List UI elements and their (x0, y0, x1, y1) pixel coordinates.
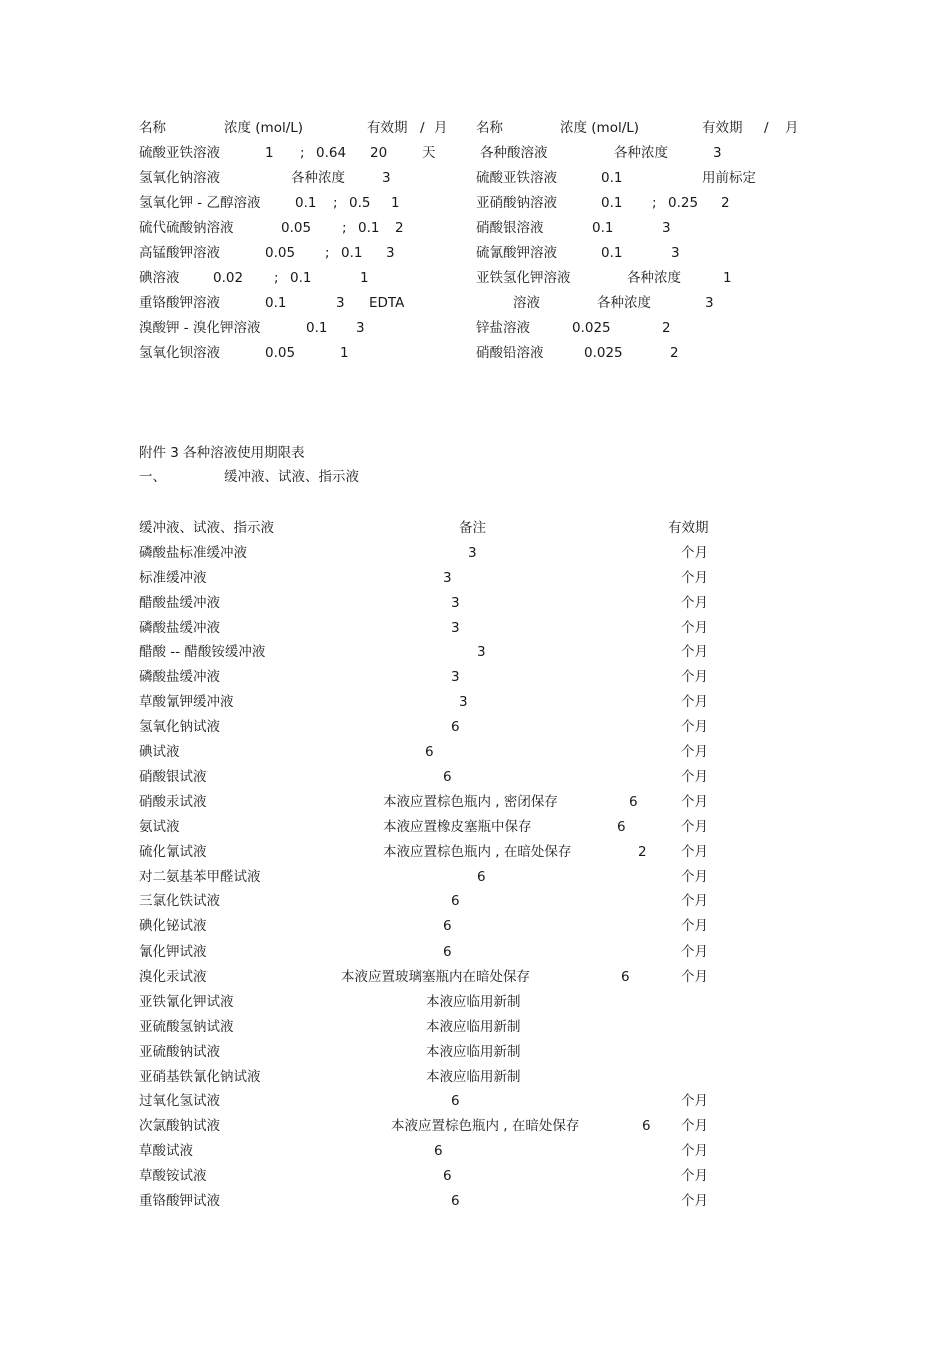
table2-header-validity: 有效期 (668, 520, 709, 536)
table2-row-num: 6 (425, 744, 434, 760)
left-row-name: 氢氧化钾 - 乙醇溶液 (139, 195, 261, 211)
right-row-value: 3 (671, 245, 680, 261)
left-header-conc: 浓度 (mol/L) (224, 120, 304, 136)
table2-row-unit: 个月 (681, 669, 708, 685)
left-row-value: 0.1 (290, 270, 312, 286)
left-row-value: 1 (360, 270, 369, 286)
table2-row-num: 6 (642, 1118, 651, 1134)
right-row-value: 3 (713, 145, 722, 161)
table2-row-name: 草酸氰钾缓冲液 (139, 694, 234, 710)
table2-row-unit: 个月 (681, 844, 708, 860)
left-row-value: 0.02 (213, 270, 244, 286)
left-row-value: 2 (395, 220, 404, 236)
left-row-name: 氢氧化钠溶液 (139, 170, 220, 186)
table2-row-num: 2 (638, 844, 647, 860)
table2-row-name: 亚硫酸氢钠试液 (139, 1019, 234, 1035)
table2-row-name: 氰化钾试液 (139, 944, 207, 960)
table2-row-unit: 个月 (681, 545, 708, 561)
left-row-name: 氢氧化钡溶液 (139, 345, 220, 361)
table2-row-num: 3 (451, 620, 460, 636)
left-row-value: ; (342, 220, 347, 236)
left-row-value: 3 (382, 170, 391, 186)
right-row-name: 溶液 (513, 295, 540, 311)
right-row-name: 硫酸亚铁溶液 (476, 170, 557, 186)
table2-row-name: 亚硫酸钠试液 (139, 1044, 220, 1060)
table2-row-num: 6 (443, 944, 452, 960)
table2-row-name: 草酸试液 (139, 1143, 193, 1159)
table2-row-num: 3 (459, 694, 468, 710)
table2-row-name: 磷酸盐缓冲液 (139, 620, 220, 636)
right-row-value: 各种浓度 (627, 270, 681, 286)
right-row-name: 硝酸银溶液 (476, 220, 544, 236)
left-row-value: EDTA (369, 295, 405, 311)
table2-row-name: 硝酸汞试液 (139, 794, 207, 810)
table2-row-name: 三氯化铁试液 (139, 893, 220, 909)
table2-row-name: 过氧化氢试液 (139, 1093, 220, 1109)
right-row-value: ; (652, 195, 657, 211)
left-row-value: 0.05 (265, 245, 296, 261)
right-row-name: 亚硝酸钠溶液 (476, 195, 557, 211)
left-row-value: 各种浓度 (291, 170, 345, 186)
left-row-value: 0.1 (295, 195, 317, 211)
left-header-name: 名称 (139, 120, 166, 136)
table2-row-unit: 个月 (681, 969, 708, 985)
subsection-number: 一、 (139, 469, 166, 485)
table2-row-num: 3 (477, 644, 486, 660)
table2-row-note: 本液应临用新制 (426, 994, 521, 1010)
left-row-value: 0.1 (341, 245, 363, 261)
table2-row-unit: 个月 (681, 570, 708, 586)
right-row-name: 锌盐溶液 (476, 320, 530, 336)
table2-row-note: 本液应置橡皮塞瓶中保存 (383, 819, 532, 835)
table2-row-unit: 个月 (681, 869, 708, 885)
table2-row-num: 6 (617, 819, 626, 835)
table2-row-unit: 个月 (681, 918, 708, 934)
left-row-value: 0.64 (316, 145, 347, 161)
left-row-value: 20 (370, 145, 388, 161)
table2-row-unit: 个月 (681, 1193, 708, 1209)
table2-row-unit: 个月 (681, 769, 708, 785)
section-title: 附件 3 各种溶液使用期限表 (139, 445, 305, 461)
table2-row-num: 3 (443, 570, 452, 586)
table2-row-name: 磷酸盐标准缓冲液 (139, 545, 247, 561)
left-row-value: 3 (386, 245, 395, 261)
right-row-name: 各种酸溶液 (480, 145, 548, 161)
right-row-value: 0.1 (592, 220, 614, 236)
table2-row-num: 6 (451, 719, 460, 735)
table2-row-unit: 个月 (681, 1143, 708, 1159)
table2-row-unit: 个月 (681, 794, 708, 810)
subsection-title: 缓冲液、试液、指示液 (224, 469, 359, 485)
table2-row-num: 3 (468, 545, 477, 561)
right-row-value: 0.1 (601, 195, 623, 211)
left-row-value: 0.1 (306, 320, 328, 336)
table2-row-note: 本液应置棕色瓶内 , 密闭保存 (383, 794, 558, 810)
left-row-value: 0.05 (265, 345, 296, 361)
left-row-value: ; (300, 145, 305, 161)
table2-row-unit: 个月 (681, 944, 708, 960)
right-row-value: 用前标定 (702, 170, 756, 186)
table2-row-unit: 个月 (681, 1168, 708, 1184)
right-header-name: 名称 (476, 120, 503, 136)
table2-row-note: 本液应临用新制 (426, 1019, 521, 1035)
table2-row-num: 6 (451, 893, 460, 909)
table2-row-name: 氢氧化钠试液 (139, 719, 220, 735)
table2-header-note: 备注 (459, 520, 486, 536)
table2-row-name: 硝酸银试液 (139, 769, 207, 785)
table2-row-name: 硫化氰试液 (139, 844, 207, 860)
table2-row-num: 6 (443, 918, 452, 934)
table2-row-name: 溴化汞试液 (139, 969, 207, 985)
left-row-name: 重铬酸钾溶液 (139, 295, 220, 311)
left-header-unit: 月 (434, 120, 448, 136)
table2-row-note: 本液应置棕色瓶内 , 在暗处保存 (391, 1118, 580, 1134)
table2-row-num: 6 (443, 769, 452, 785)
table2-row-unit: 个月 (681, 1093, 708, 1109)
table2-row-unit: 个月 (681, 719, 708, 735)
left-row-value: 1 (265, 145, 274, 161)
right-row-value: 0.025 (572, 320, 611, 336)
table2-row-name: 氨试液 (139, 819, 180, 835)
table2-row-num: 3 (451, 595, 460, 611)
right-row-value: 0.25 (668, 195, 699, 211)
table2-row-unit: 个月 (681, 620, 708, 636)
left-row-value: 0.1 (358, 220, 380, 236)
left-row-name: 碘溶液 (139, 270, 180, 286)
right-row-value: 3 (662, 220, 671, 236)
right-row-value: 3 (705, 295, 714, 311)
right-row-name: 硫氰酸钾溶液 (476, 245, 557, 261)
table2-row-name: 标准缓冲液 (139, 570, 207, 586)
table2-row-name: 对二氨基苯甲醛试液 (139, 869, 261, 885)
table2-row-note: 本液应临用新制 (426, 1044, 521, 1060)
table2-row-num: 6 (451, 1093, 460, 1109)
left-row-value: 3 (356, 320, 365, 336)
right-row-value: 2 (670, 345, 679, 361)
left-row-value: 0.1 (265, 295, 287, 311)
left-row-value: 3 (336, 295, 345, 311)
left-row-value: 1 (391, 195, 400, 211)
left-row-name: 硫代硫酸钠溶液 (139, 220, 234, 236)
table2-row-name: 次氯酸钠试液 (139, 1118, 220, 1134)
right-row-name: 亚铁氢化钾溶液 (476, 270, 571, 286)
left-row-value: ; (325, 245, 330, 261)
table2-row-unit: 个月 (681, 644, 708, 660)
left-row-value: 0.5 (349, 195, 371, 211)
left-row-name: 溴酸钾 - 溴化钾溶液 (139, 320, 261, 336)
table2-row-num: 6 (477, 869, 486, 885)
right-row-value: 各种浓度 (614, 145, 668, 161)
right-row-value: 1 (723, 270, 732, 286)
left-row-value: 1 (340, 345, 349, 361)
table2-row-name: 碘试液 (139, 744, 180, 760)
left-row-value: ; (274, 270, 279, 286)
table2-row-unit: 个月 (681, 744, 708, 760)
table2-row-num: 6 (443, 1168, 452, 1184)
right-header-conc: 浓度 (mol/L) (560, 120, 640, 136)
right-row-value: 2 (721, 195, 730, 211)
right-row-value: 0.025 (584, 345, 623, 361)
table2-row-unit: 个月 (681, 819, 708, 835)
table2-row-name: 醋酸 -- 醋酸铵缓冲液 (139, 644, 266, 660)
right-header-unit: 月 (785, 120, 799, 136)
table2-row-note: 本液应置棕色瓶内 , 在暗处保存 (383, 844, 572, 860)
table2-row-unit: 个月 (681, 1118, 708, 1134)
table2-row-name: 碘化铋试液 (139, 918, 207, 934)
right-header-validity: 有效期 (702, 120, 743, 136)
table2-row-num: 6 (629, 794, 638, 810)
table2-row-name: 重铬酸钾试液 (139, 1193, 220, 1209)
table2-row-name: 亚铁氰化钾试液 (139, 994, 234, 1010)
table2-row-name: 草酸铵试液 (139, 1168, 207, 1184)
table2-row-note: 本液应临用新制 (426, 1069, 521, 1085)
left-row-name: 高锰酸钾溶液 (139, 245, 220, 261)
right-row-value: 0.1 (601, 245, 623, 261)
table2-header-name: 缓冲液、试液、指示液 (139, 520, 274, 536)
table2-row-unit: 个月 (681, 595, 708, 611)
left-row-value: 0.05 (281, 220, 312, 236)
left-row-value: ; (333, 195, 338, 211)
right-header-slash: / (764, 120, 769, 136)
table2-row-name: 磷酸盐缓冲液 (139, 669, 220, 685)
table2-row-note: 本液应置玻璃塞瓶内在暗处保存 (341, 969, 530, 985)
right-row-name: 硝酸铅溶液 (476, 345, 544, 361)
left-header-validity: 有效期 (367, 120, 408, 136)
table2-row-num: 3 (451, 669, 460, 685)
right-row-value: 0.1 (601, 170, 623, 186)
right-row-value: 2 (662, 320, 671, 336)
table2-row-num: 6 (621, 969, 630, 985)
table2-row-num: 6 (451, 1193, 460, 1209)
left-row-name: 硫酸亚铁溶液 (139, 145, 220, 161)
table2-row-name: 亚硝基铁氰化钠试液 (139, 1069, 261, 1085)
table2-row-unit: 个月 (681, 893, 708, 909)
table2-row-unit: 个月 (681, 694, 708, 710)
table2-row-name: 醋酸盐缓冲液 (139, 595, 220, 611)
left-row-value: 天 (422, 145, 436, 161)
right-row-value: 各种浓度 (597, 295, 651, 311)
table2-row-num: 6 (434, 1143, 443, 1159)
left-header-slash: / (420, 120, 425, 136)
